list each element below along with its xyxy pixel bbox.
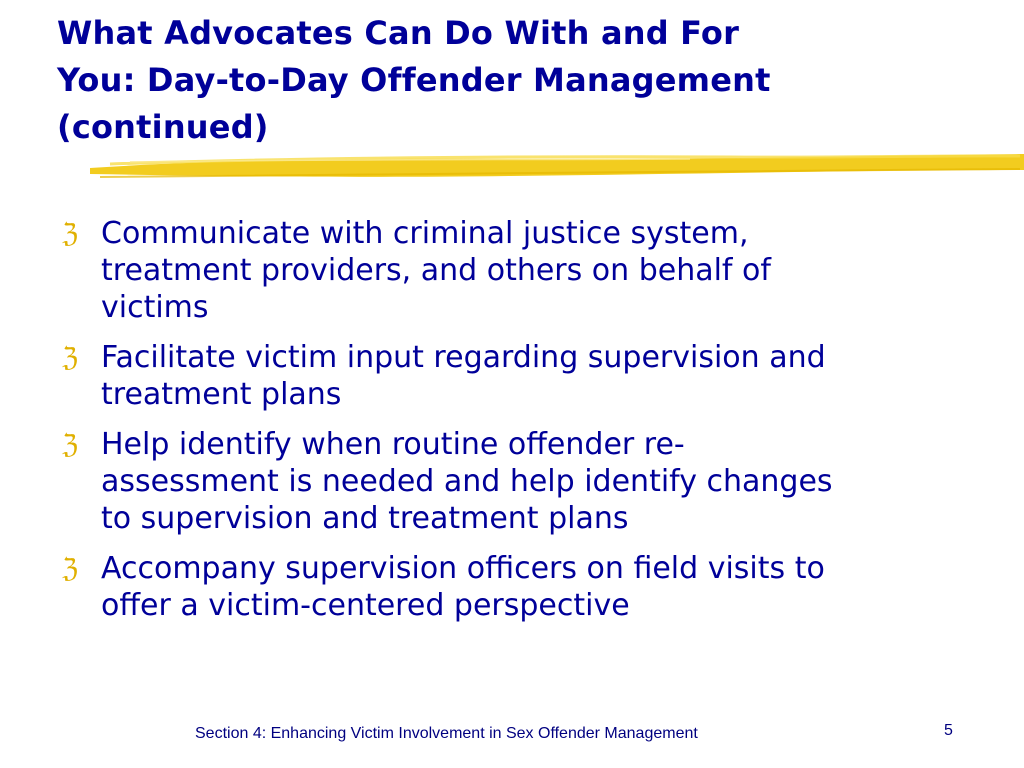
list-item (58, 426, 988, 537)
page-number: 5 (944, 722, 953, 739)
bullet-line: treatment providers, and others on behalf of (101, 253, 771, 288)
z-bullet-icon: ℨ (62, 430, 79, 460)
z-bullet-icon: ℨ (62, 343, 79, 373)
bullet-line: assessment is needed and help identify changes (101, 464, 833, 499)
bullet-text (101, 339, 988, 413)
list-item (58, 215, 988, 326)
bullet-line: offer a victim-centered perspective (101, 588, 630, 623)
z-bullet-icon: ℨ (62, 554, 79, 584)
bullet-line: Help identify when routine offender re- (101, 427, 685, 462)
bullet-line: treatment plans (101, 377, 342, 412)
bullet-line: to supervision and treatment plans (101, 501, 629, 536)
slide-title (57, 10, 977, 151)
slide-title-line: What Advocates Can Do With and For (57, 14, 740, 52)
bullet-line: Facilitate victim input regarding supervision and (101, 340, 826, 375)
bullet-line: Accompany supervision officers on field visits to (101, 551, 825, 586)
list-item (58, 550, 988, 624)
slide-title-line: You: Day-to-Day Offender Management (57, 61, 771, 99)
bullet-list (58, 215, 988, 637)
list-item (58, 339, 988, 413)
bullet-text (101, 215, 988, 326)
slide-footer: Section 4: Enhancing Victim Involvement in Sex Offender Management (195, 725, 698, 742)
title-underline-brush (90, 150, 1024, 184)
slide-title-line: (continued) (57, 108, 269, 146)
bullet-text (101, 426, 988, 537)
bullet-line: Communicate with criminal justice system, (101, 216, 749, 251)
bullet-line: victims (101, 290, 209, 325)
z-bullet-icon: ℨ (62, 219, 79, 249)
bullet-text (101, 550, 988, 624)
